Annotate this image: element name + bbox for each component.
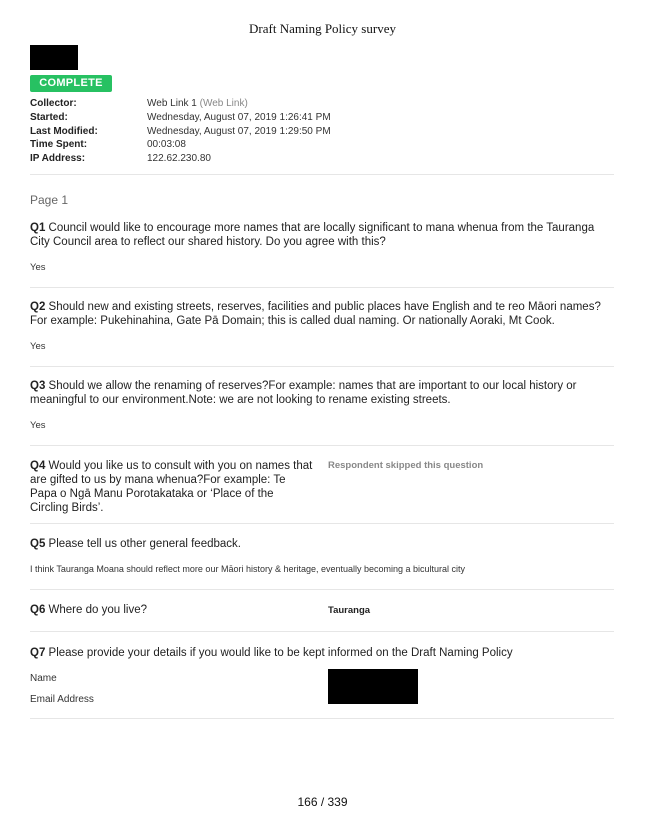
question-number: Q6: [30, 604, 46, 616]
question-q7: [30, 646, 614, 660]
divider: [30, 287, 614, 288]
question-text: Would you like us to consult with you on names that are gifted to us by mana whenua?For example: Te Papa o Ngā Manu Porotakataka or ‘Place of the Circling Birds’.: [30, 460, 313, 514]
question-q5: [30, 537, 614, 551]
answer-q4-skipped: Respondent skipped this question: [328, 460, 484, 471]
meta-row-started: [30, 111, 331, 125]
field-label-email: Email Address: [30, 694, 94, 705]
question-text: Where do you live?: [45, 604, 147, 616]
meta-row-ip-address: [30, 152, 331, 166]
question-text: Should we allow the renaming of reserves?For example: names that are important to our local history or meaningful to our environment.Note: we are not looking to rename existing streets.: [30, 380, 577, 406]
redacted-contact-details: [328, 669, 418, 704]
divider: [30, 445, 614, 446]
question-q6: [30, 603, 320, 617]
page-label: Page 1: [30, 193, 69, 207]
divider: [30, 718, 614, 719]
page-counter: 166 / 339: [297, 795, 348, 809]
question-q3: [30, 379, 590, 407]
meta-label: Last Modified:: [30, 125, 98, 137]
answer-q2: Yes: [30, 341, 46, 352]
question-text: Should new and existing streets, reserves, facilities and public places have English and te reo Māori names?For example: Pukehinahina, Gate Pā Domain; this is called dual naming. Or nationally Aoraki, Mt Cook.: [30, 301, 601, 327]
meta-value: Wednesday, August 07, 2019 1:26:41 PM: [147, 111, 331, 123]
meta-row-collector: [30, 97, 331, 111]
answer-q5: I think Tauranga Moana should reflect more our Māori history & heritage, eventually becoming a bicultural city: [30, 564, 466, 574]
meta-value: Web Link 1: [147, 98, 197, 109]
question-q1: [30, 221, 614, 249]
answer-q1: Yes: [30, 262, 46, 273]
meta-value: Wednesday, August 07, 2019 1:29:50 PM: [147, 125, 331, 137]
meta-value: 00:03:08: [147, 139, 186, 151]
meta-label: Started:: [30, 111, 68, 123]
question-number: Q3: [30, 380, 46, 392]
meta-value: 122.62.230.80: [147, 153, 211, 165]
divider: [30, 366, 614, 367]
divider: [30, 174, 614, 175]
question-number: Q2: [30, 301, 46, 313]
divider: [30, 523, 614, 524]
meta-row-time-spent: [30, 138, 331, 152]
redacted-logo: [30, 45, 78, 70]
meta-label: Time Spent:: [30, 139, 88, 151]
answer-q6: Tauranga: [328, 605, 371, 616]
meta-label: IP Address:: [30, 153, 86, 165]
question-number: Q4: [30, 460, 46, 472]
question-number: Q7: [30, 647, 46, 659]
divider: [30, 589, 614, 590]
document-title: Draft Naming Policy survey: [249, 21, 396, 36]
divider: [30, 631, 614, 632]
question-text: Please provide your details if you would like to be kept informed on the Draft Naming Policy: [45, 647, 513, 659]
question-text: Council would like to encourage more names that are locally significant to mana whenua from the Tauranga City Council area to reflect our shared history. Do you agree with this?: [30, 222, 595, 248]
question-q4: [30, 459, 315, 515]
question-text: Please tell us other general feedback.: [45, 538, 241, 550]
response-metadata: [30, 97, 331, 166]
status-badge: COMPLETE: [30, 75, 112, 92]
meta-value-suffix: (Web Link): [196, 98, 248, 109]
meta-row-last-modified: [30, 125, 331, 139]
answer-q3: Yes: [30, 420, 46, 431]
question-number: Q5: [30, 538, 46, 550]
field-label-name: Name: [30, 673, 57, 684]
question-q2: [30, 300, 614, 328]
question-number: Q1: [30, 222, 46, 234]
meta-label: Collector:: [30, 98, 77, 109]
